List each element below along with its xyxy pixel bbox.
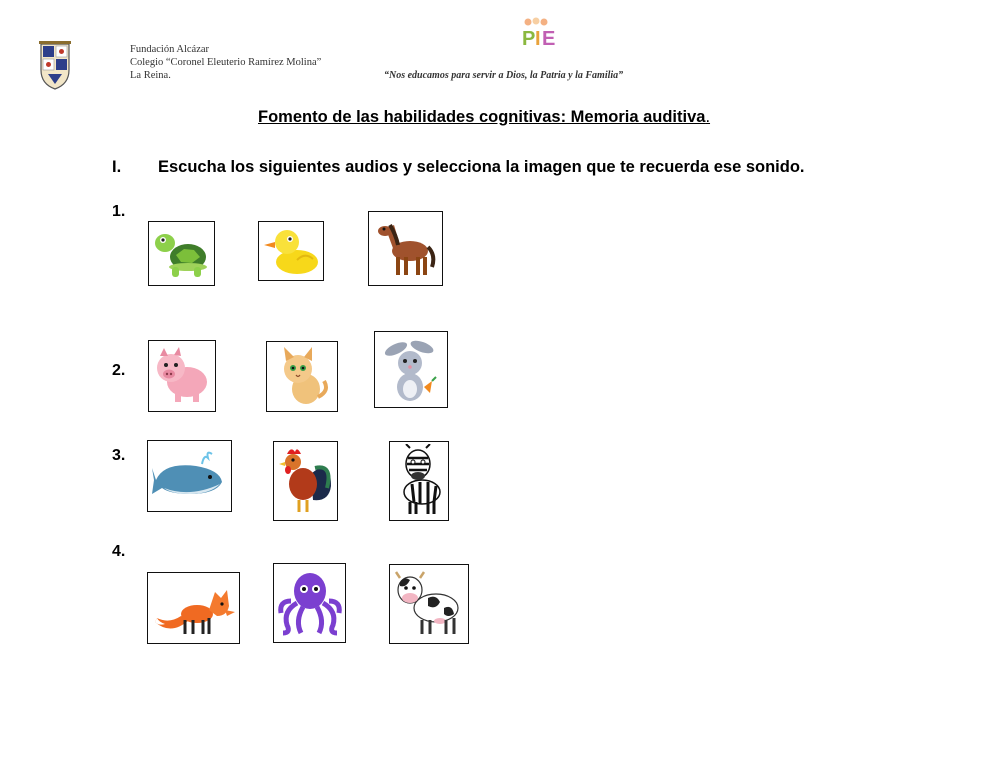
svg-text:E: E — [542, 28, 556, 48]
q4-option-fox[interactable] — [147, 572, 240, 644]
foundation-name: Fundación Alcázar — [130, 44, 210, 55]
q3-option-zebra[interactable] — [389, 441, 449, 521]
question-1-number: 1. — [112, 203, 126, 220]
cat-icon — [270, 345, 334, 409]
q4-option-octopus[interactable] — [273, 563, 346, 643]
school-motto: “Nos educamos para servir a Dios, la Patria y la Familia” — [384, 70, 624, 81]
rooster-icon — [277, 444, 335, 518]
zebra-icon — [392, 444, 446, 518]
question-2-number: 2. — [112, 362, 126, 379]
q2-option-pig[interactable] — [148, 340, 216, 412]
q2-option-cat[interactable] — [266, 341, 338, 412]
pie-logo — [520, 16, 570, 48]
duck-icon — [261, 224, 321, 278]
rabbit-icon — [378, 335, 444, 405]
question-3-number: 3. — [112, 447, 126, 464]
horse-icon — [372, 215, 440, 283]
page-title-period: . — [705, 108, 711, 126]
q1-option-horse[interactable] — [368, 211, 443, 286]
page-title — [258, 108, 710, 127]
school-name: Colegio “Coronel Eleuterio Ramírez Molina” — [130, 57, 322, 68]
q3-option-whale[interactable] — [147, 440, 232, 512]
svg-text:I: I — [535, 28, 541, 48]
q4-option-cow[interactable] — [389, 564, 469, 644]
whale-icon — [150, 444, 230, 508]
svg-text:P: P — [522, 28, 536, 48]
cow-icon — [392, 568, 466, 640]
instruction-text: Escucha los siguientes audios y selecciona la imagen que te recuerda ese sonido. — [158, 158, 805, 176]
turtle-icon — [152, 225, 212, 283]
octopus-icon — [277, 567, 343, 639]
school-location: La Reina. — [130, 70, 171, 81]
fox-icon — [151, 576, 237, 640]
q2-option-rabbit[interactable] — [374, 331, 448, 408]
q1-option-turtle[interactable] — [148, 221, 215, 286]
section-number: I. — [112, 158, 122, 176]
page-title-text: Fomento de las habilidades cognitivas: Memoria auditiva — [258, 108, 706, 126]
q1-option-duck[interactable] — [258, 221, 324, 281]
q3-option-rooster[interactable] — [273, 441, 338, 521]
pig-icon — [151, 344, 213, 408]
school-crest-logo — [38, 40, 72, 90]
question-4-number: 4. — [112, 543, 126, 560]
